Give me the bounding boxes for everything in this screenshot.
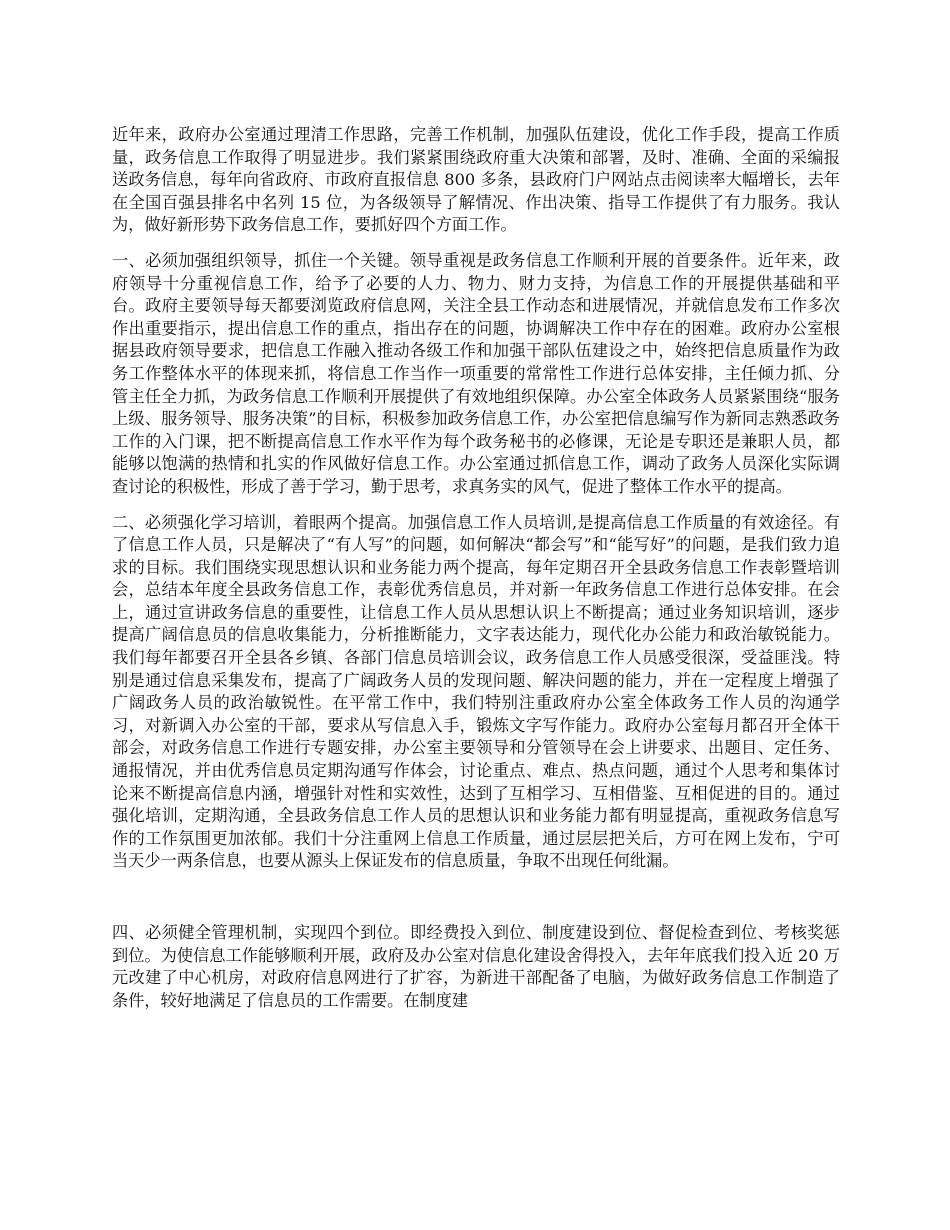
paragraph-section-2: 二、必须强化学习培训，着眼两个提高。加强信息工作人员培训,是提高信息工作质量的有效途径。有了信息工作人员，只是解决了“有人写”的问题，如何解决“都会写”和“能写好”的问题，是我们致力追求的目标。我们围绕实现思想认识和业务能力两个提高，每年定期召开全县政务信息工作表彰暨培训会，总结本年度全县政务信息工作，表彰优秀信息员，并对新一年政务信息工作进行总体安排。在会上，通过宣讲政务信息的重要性，让信息工作人员从思想认识上不断提高；通过业务知识培训，逐步提高广阔信息员的信息收集能力，分析推断能力，文字表达能力，现代化办公能力和政治敏锐能力。我们每年都要召开全县各乡镇、各部门信息员培训会议，政务信息工作人员感受很深，受益匪浅。特别是通过信息采集发布，提高了广阔政务人员的发现问题、解决问题的能力，并在一定程度上增强了广阔政务人员的政治敏锐性。在平常工作中，我们特别注重政府办公室全体政务工作人员的沟通学习，对新调入办公室的干部，要求从写信息入手，锻炼文字写作能力。政府办公室每月都召开全体干部会，对政务信息工作进行专题安排，办公室主要领导和分管领导在会上讲要求、出题目、定任务、通报情况，并由优秀信息员定期沟通写作体会，讨论重点、难点、热点问题，通过个人思考和集体讨论来不断提高信息内涵，增强针对性和实效性，达到了互相学习、互相借鉴、互相促进的目的。通过强化培训，定期沟通，全县政务信息工作人员的思想认识和业务能力都有明显提高，重视政务信息写作的工作氛围更加浓郁。我们十分注重网上信息工作质量，通过层层把关后，方可在网上发布，宁可当天少一两条信息，也要从源头上保证发布的信息质量，争取不出现任何纰漏。 <box>112 512 840 871</box>
paragraph-section-1: 一、必须加强组织领导，抓住一个关键。领导重视是政务信息工作顺利开展的首要条件。近年来，政府领导十分重视信息工作，给予了必要的人力、物力、财力支持，为信息工作的开展提供基础和平台。政府主要领导每天都要浏览政府信息网，关注全县工作动态和进展情况，并就信息发布工作多次作出重要指示，提出信息工作的重点，指出存在的问题，协调解决工作中存在的困难。政府办公室根据县政府领导要求，把信息工作融入推动各级工作和加强干部队伍建设之中，始终把信息质量作为政务工作整体水平的体现来抓，将信息工作当作一项重要的常常性工作进行总体安排，主任倾力抓、分管主任全力抓，为政务信息工作顺利开展提供了有效地组织保障。办公室全体政务人员紧紧围绕“服务上级、服务领导、服务决策”的目标，积极参加政务信息工作，办公室把信息编写作为新同志熟悉政务工作的入门课，把不断提高信息工作水平作为每个政务秘书的必修课，无论是专职还是兼职人员，都能够以饱满的热情和扎实的作风做好信息工作。办公室通过抓信息工作，调动了政务人员深化实际调查讨论的积极性，形成了善于学习，勤于思考，求真务实的风气，促进了整体工作水平的提高。 <box>112 250 840 496</box>
paragraph-section-4: 四、必须健全管理机制，实现四个到位。即经费投入到位、制度建设到位、督促检查到位、考核奖惩到位。为使信息工作能够顺利开展，政府及办公室对信息化建设舍得投入，去年年底我们投入近 20 万元改建了中心机房，对政府信息网进行了扩容，为新进干部配备了电脑，为做好政务信息工作制造了条件，较好地满足了信息员的工作需要。在制度建 <box>112 923 840 1010</box>
document-body <box>112 124 840 1025</box>
paragraph-intro: 近年来，政府办公室通过理清工作思路，完善工作机制，加强队伍建设，优化工作手段，提高工作质量，政务信息工作取得了明显进步。我们紧紧围绕政府重大决策和部署，及时、准确、全面的采编报送政务信息，每年向省政府、市政府直报信息 800 多条，县政府门户网站点击阅读率大幅增长，去年在全国百强县排名中名列 15 位，为各级领导了解情况、作出决策、指导工作提供了有力服务。我认为，做好新形势下政务信息工作，要抓好四个方面工作。 <box>112 125 840 235</box>
paragraph-gap <box>112 886 840 922</box>
